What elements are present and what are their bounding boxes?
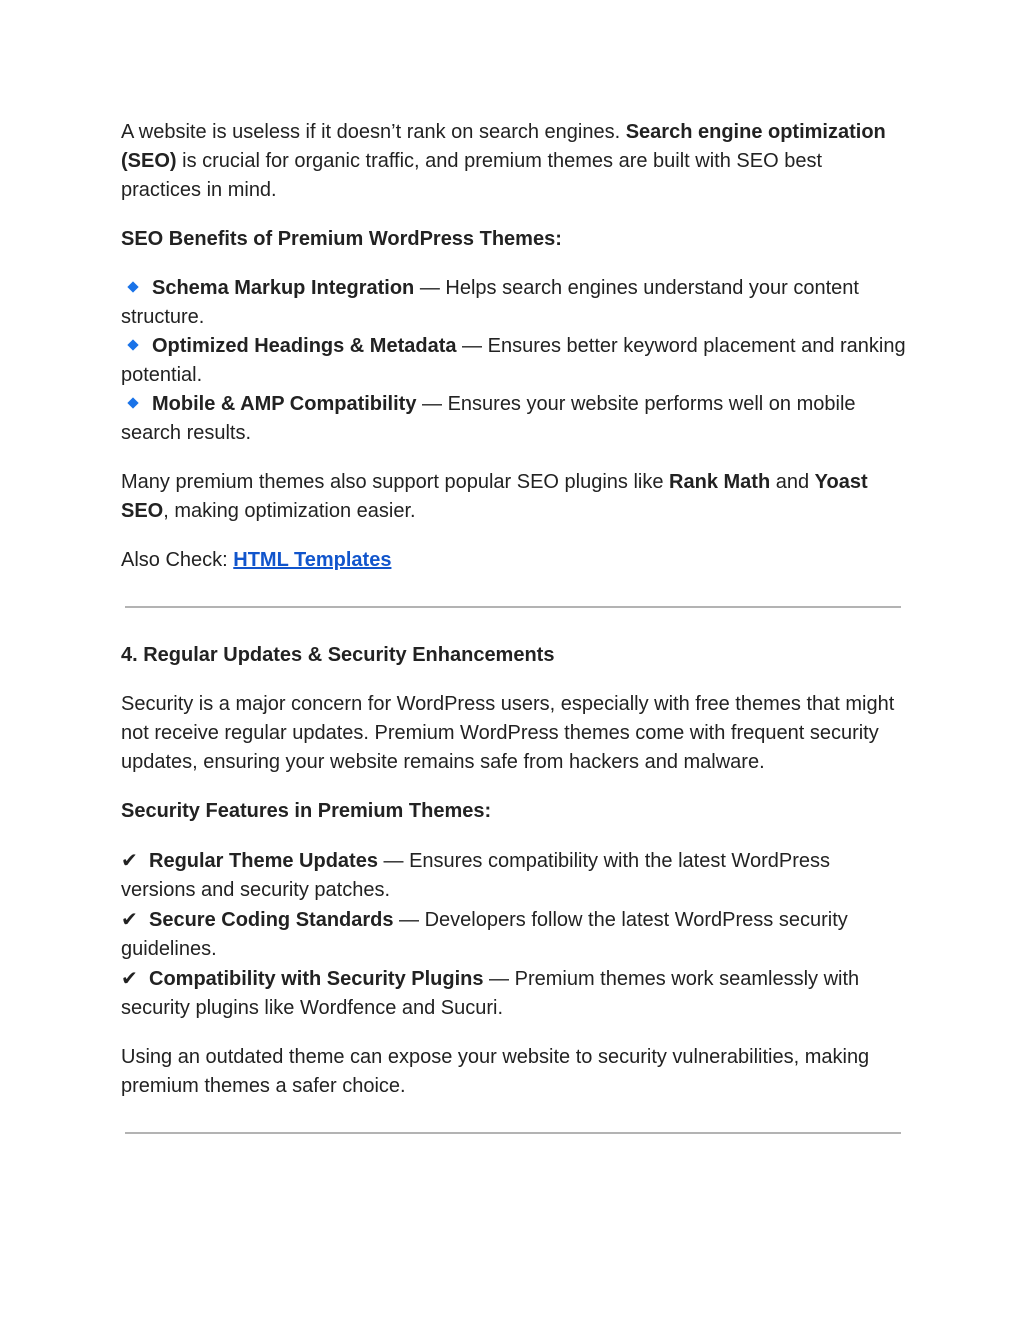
plugins-paragraph (121, 468, 906, 526)
list-item-desc: — Ensures better keyword placement and ranking potential. (121, 335, 906, 386)
list-item (121, 964, 906, 1023)
checkmark-icon: ✔ (121, 907, 138, 931)
list-item (121, 390, 906, 448)
horizontal-divider (125, 1132, 901, 1134)
also-check-line (121, 546, 906, 575)
security-features-heading: Security Features in Premium Themes: (121, 800, 492, 822)
seo-benefits-heading: SEO Benefits of Premium WordPress Themes: (121, 228, 562, 250)
checkmark-icon: ✔ (121, 848, 138, 872)
horizontal-divider (125, 606, 901, 608)
plugins-text-end: , making optimization easier. (163, 500, 416, 522)
blue-diamond-icon (127, 282, 138, 293)
closing-paragraph: Using an outdated theme can expose your website to security vulnerabilities, making premium themes a safer choice. (121, 1046, 870, 1097)
list-item-title: Compatibility with Security Plugins (149, 968, 484, 990)
blue-diamond-icon (127, 340, 138, 351)
rank-math-bold: Rank Math (669, 471, 771, 493)
list-item-title: Optimized Headings & Metadata (152, 335, 457, 357)
list-item-title: Schema Markup Integration (152, 277, 415, 299)
list-item-desc: — Ensures your website performs well on mobile search results. (121, 393, 856, 444)
intro-text-start: A website is useless if it doesn’t rank on search engines. (121, 121, 626, 143)
plugins-text-mid: and (770, 471, 815, 493)
blue-diamond-icon (127, 398, 138, 409)
section-4-heading: 4. Regular Updates & Security Enhancements (121, 644, 555, 666)
list-item (121, 846, 906, 905)
seo-benefits-list (121, 274, 906, 448)
list-item-desc: — Developers follow the latest WordPress security guidelines. (121, 909, 848, 960)
intro-bold: Search engine optimization (SEO) (121, 121, 886, 172)
list-item (121, 332, 906, 390)
list-item-desc: — Helps search engines understand your content structure. (121, 277, 859, 328)
list-item (121, 274, 906, 332)
checkmark-icon: ✔ (121, 966, 138, 990)
list-item-title: Mobile & AMP Compatibility (152, 393, 417, 415)
list-item-desc: — Ensures compatibility with the latest WordPress versions and security patches. (121, 850, 830, 901)
document-page (121, 118, 906, 1134)
list-item-title: Secure Coding Standards (149, 909, 394, 931)
security-paragraph: Security is a major concern for WordPress users, especially with free themes that might not receive regular updates. Premium WordPress themes come with frequent security updates, ensuring your website remains safe from hackers and malware. (121, 693, 895, 773)
security-features-list (121, 846, 906, 1023)
intro-text-end: is crucial for organic traffic, and premium themes are built with SEO best practices in mind. (121, 150, 823, 201)
yoast-seo-bold: Yoast SEO (121, 471, 868, 522)
list-item (121, 905, 906, 964)
plugins-text-start: Many premium themes also support popular SEO plugins like (121, 471, 670, 493)
intro-paragraph (121, 118, 906, 205)
list-item-title: Regular Theme Updates (149, 850, 378, 872)
list-item-desc: — Premium themes work seamlessly with security plugins like Wordfence and Sucuri. (121, 968, 860, 1019)
html-templates-link[interactable]: HTML Templates (233, 549, 392, 571)
also-check-label: Also Check: (121, 549, 234, 571)
